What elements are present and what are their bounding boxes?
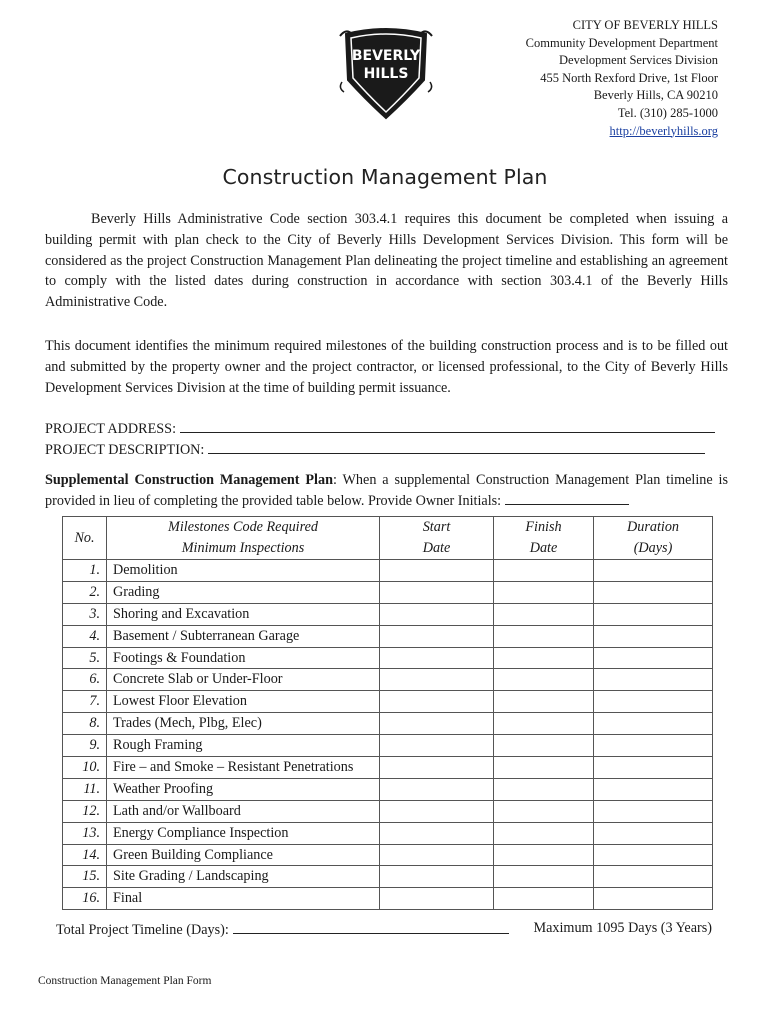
- table-row: [63, 603, 713, 625]
- milestone-name: Grading: [107, 581, 380, 603]
- project-description-field: [45, 439, 705, 460]
- table-row: [63, 560, 713, 582]
- finish-date-cell[interactable]: [494, 800, 594, 822]
- finish-date-cell[interactable]: [494, 560, 594, 582]
- finish-date-cell[interactable]: [494, 735, 594, 757]
- header-start-line1: Start: [422, 519, 451, 535]
- city-logo: [336, 22, 436, 122]
- website-link[interactable]: http://beverlyhills.org: [609, 123, 718, 138]
- duration-cell[interactable]: [594, 888, 713, 910]
- intro-text: Beverly Hills Administrative Code section 303.4.1 requires this document be completed when issuing a building permit with plan check to the City of Beverly Hills Development Services Division. This form will be considered as the project Construction Management Plan delineating the project timeline and establishing an agreement to comply with the listed dates during construction in accordance with section 303.4.1 of the Beverly Hills Administrative Code.: [45, 211, 728, 311]
- row-number: 6.: [63, 669, 107, 691]
- department-address: [526, 17, 718, 140]
- header-milestones: [107, 517, 380, 560]
- table-row: [63, 822, 713, 844]
- start-date-cell[interactable]: [380, 581, 494, 603]
- finish-date-cell[interactable]: [494, 603, 594, 625]
- total-timeline-label: Total Project Timeline (Days):: [56, 922, 229, 938]
- start-date-cell[interactable]: [380, 844, 494, 866]
- start-date-cell[interactable]: [380, 625, 494, 647]
- header-duration: [594, 517, 713, 560]
- start-date-cell[interactable]: [380, 866, 494, 888]
- address-line: CITY OF BEVERLY HILLS: [572, 18, 718, 32]
- finish-date-cell[interactable]: [494, 778, 594, 800]
- address-line: Community Development Department: [525, 35, 718, 50]
- row-number: 9.: [63, 735, 107, 757]
- start-date-cell[interactable]: [380, 560, 494, 582]
- header-duration-line2: (Days): [633, 540, 673, 556]
- duration-cell[interactable]: [594, 691, 713, 713]
- header-milestones-line1: Milestones Code Required: [168, 519, 318, 535]
- finish-date-cell[interactable]: [494, 713, 594, 735]
- milestone-name: Basement / Subterranean Garage: [107, 625, 380, 647]
- milestone-name: Trades (Mech, Plbg, Elec): [107, 713, 380, 735]
- table-row: [63, 757, 713, 779]
- milestone-name: Green Building Compliance: [107, 844, 380, 866]
- header-finish-line2: Date: [529, 540, 558, 556]
- duration-cell[interactable]: [594, 800, 713, 822]
- start-date-cell[interactable]: [380, 647, 494, 669]
- start-date-cell[interactable]: [380, 669, 494, 691]
- address-line: 455 North Rexford Drive, 1st Floor: [540, 70, 718, 85]
- milestone-name: Lath and/or Wallboard: [107, 800, 380, 822]
- duration-cell[interactable]: [594, 757, 713, 779]
- table-row: [63, 866, 713, 888]
- finish-date-cell[interactable]: [494, 625, 594, 647]
- address-line: Tel. (310) 285-1000: [617, 105, 718, 120]
- finish-date-cell[interactable]: [494, 844, 594, 866]
- table-row: [63, 647, 713, 669]
- logo-text-beverly: BEVERLY: [351, 48, 421, 64]
- finish-date-cell[interactable]: [494, 757, 594, 779]
- address-line: Beverly Hills, CA 90210: [593, 88, 718, 103]
- project-address-field: [45, 418, 715, 439]
- milestones-paragraph: This document identifies the minimum required milestones of the building construction process and is to be filled out and submitted by the property owner and the project contractor, or licensed professional, to the City of Beverly Hills Development Services Division at the time of building permit issuance.: [45, 338, 728, 396]
- row-number: 2.: [63, 581, 107, 603]
- header-start-line2: Date: [422, 540, 451, 556]
- duration-cell[interactable]: [594, 713, 713, 735]
- total-timeline-input[interactable]: [233, 920, 509, 934]
- header-milestones-line2: Minimum Inspections: [181, 540, 305, 556]
- row-number: 13.: [63, 822, 107, 844]
- owner-initials-input[interactable]: [505, 491, 629, 505]
- table-row: [63, 713, 713, 735]
- total-timeline-field: [56, 920, 716, 939]
- finish-date-cell[interactable]: [494, 581, 594, 603]
- table-row: [63, 581, 713, 603]
- row-number: 7.: [63, 691, 107, 713]
- milestone-name: Demolition: [107, 560, 380, 582]
- header-start-date: [380, 517, 494, 560]
- milestone-name: Final: [107, 888, 380, 910]
- maximum-duration-note: Maximum 1095 Days (3 Years): [533, 920, 712, 936]
- supplemental-paragraph: [45, 470, 728, 512]
- row-number: 11.: [63, 778, 107, 800]
- header-finish-line1: Finish: [525, 519, 562, 535]
- milestone-name: Fire – and Smoke – Resistant Penetrations: [107, 757, 380, 779]
- row-number: 15.: [63, 866, 107, 888]
- start-date-cell[interactable]: [380, 735, 494, 757]
- project-address-label: PROJECT ADDRESS:: [45, 421, 177, 437]
- start-date-cell[interactable]: [380, 822, 494, 844]
- header-duration-line1: Duration: [626, 519, 680, 535]
- duration-cell[interactable]: [594, 844, 713, 866]
- intro-paragraph: [45, 209, 728, 313]
- milestone-name: Energy Compliance Inspection: [107, 822, 380, 844]
- start-date-cell[interactable]: [380, 778, 494, 800]
- milestone-name: Shoring and Excavation: [107, 603, 380, 625]
- milestone-name: Lowest Floor Elevation: [107, 691, 380, 713]
- table-row: [63, 691, 713, 713]
- table-row: [63, 625, 713, 647]
- table-row: [63, 888, 713, 910]
- row-number: 5.: [63, 647, 107, 669]
- duration-cell[interactable]: [594, 866, 713, 888]
- start-date-cell[interactable]: [380, 713, 494, 735]
- duration-cell[interactable]: [594, 778, 713, 800]
- page-title: Construction Management Plan: [222, 165, 548, 189]
- finish-date-cell[interactable]: [494, 866, 594, 888]
- finish-date-cell[interactable]: [494, 888, 594, 910]
- milestone-name: Weather Proofing: [107, 778, 380, 800]
- start-date-cell[interactable]: [380, 800, 494, 822]
- table-row: [63, 800, 713, 822]
- address-line: Development Services Division: [559, 53, 718, 68]
- start-date-cell[interactable]: [380, 888, 494, 910]
- duration-cell[interactable]: [594, 822, 713, 844]
- table-row: [63, 735, 713, 757]
- duration-cell[interactable]: [594, 581, 713, 603]
- row-number: 14.: [63, 844, 107, 866]
- finish-date-cell[interactable]: [494, 647, 594, 669]
- finish-date-cell[interactable]: [494, 822, 594, 844]
- duration-cell[interactable]: [594, 560, 713, 582]
- supplemental-heading: Supplemental Construction Management Plan: [45, 472, 333, 488]
- table-row: [63, 844, 713, 866]
- duration-cell[interactable]: [594, 647, 713, 669]
- duration-cell[interactable]: [594, 625, 713, 647]
- row-number: 16.: [63, 888, 107, 910]
- footer-form-name: Construction Management Plan Form: [38, 975, 212, 987]
- row-number: 8.: [63, 713, 107, 735]
- duration-cell[interactable]: [594, 735, 713, 757]
- milestone-name: Rough Framing: [107, 735, 380, 757]
- header-finish-date: [494, 517, 594, 560]
- milestone-name: Footings & Foundation: [107, 647, 380, 669]
- table-row: [63, 778, 713, 800]
- project-description-label: PROJECT DESCRIPTION:: [45, 442, 205, 458]
- table-header-row: [63, 517, 713, 560]
- logo-text-hills: HILLS: [363, 66, 409, 82]
- row-number: 12.: [63, 800, 107, 822]
- row-number: 3.: [63, 603, 107, 625]
- row-number: 4.: [63, 625, 107, 647]
- duration-cell[interactable]: [594, 669, 713, 691]
- start-date-cell[interactable]: [380, 691, 494, 713]
- project-address-input[interactable]: [180, 418, 715, 433]
- project-description-input[interactable]: [208, 439, 705, 454]
- milestone-name: Concrete Slab or Under-Floor: [107, 669, 380, 691]
- supplemental-text: : When a supplemental Construction Management Plan timeline is provided in lieu of completing the provided table below. Provide Owner Initials:: [45, 472, 729, 509]
- start-date-cell[interactable]: [380, 757, 494, 779]
- milestone-name: Site Grading / Landscaping: [107, 866, 380, 888]
- row-number: 10.: [63, 757, 107, 779]
- start-date-cell[interactable]: [380, 603, 494, 625]
- row-number: 1.: [63, 560, 107, 582]
- header-no: No.: [63, 517, 107, 560]
- table-row: [63, 669, 713, 691]
- finish-date-cell[interactable]: [494, 691, 594, 713]
- beverly-hills-shield-icon: [336, 22, 436, 122]
- milestone-table: [62, 516, 713, 910]
- duration-cell[interactable]: [594, 603, 713, 625]
- finish-date-cell[interactable]: [494, 669, 594, 691]
